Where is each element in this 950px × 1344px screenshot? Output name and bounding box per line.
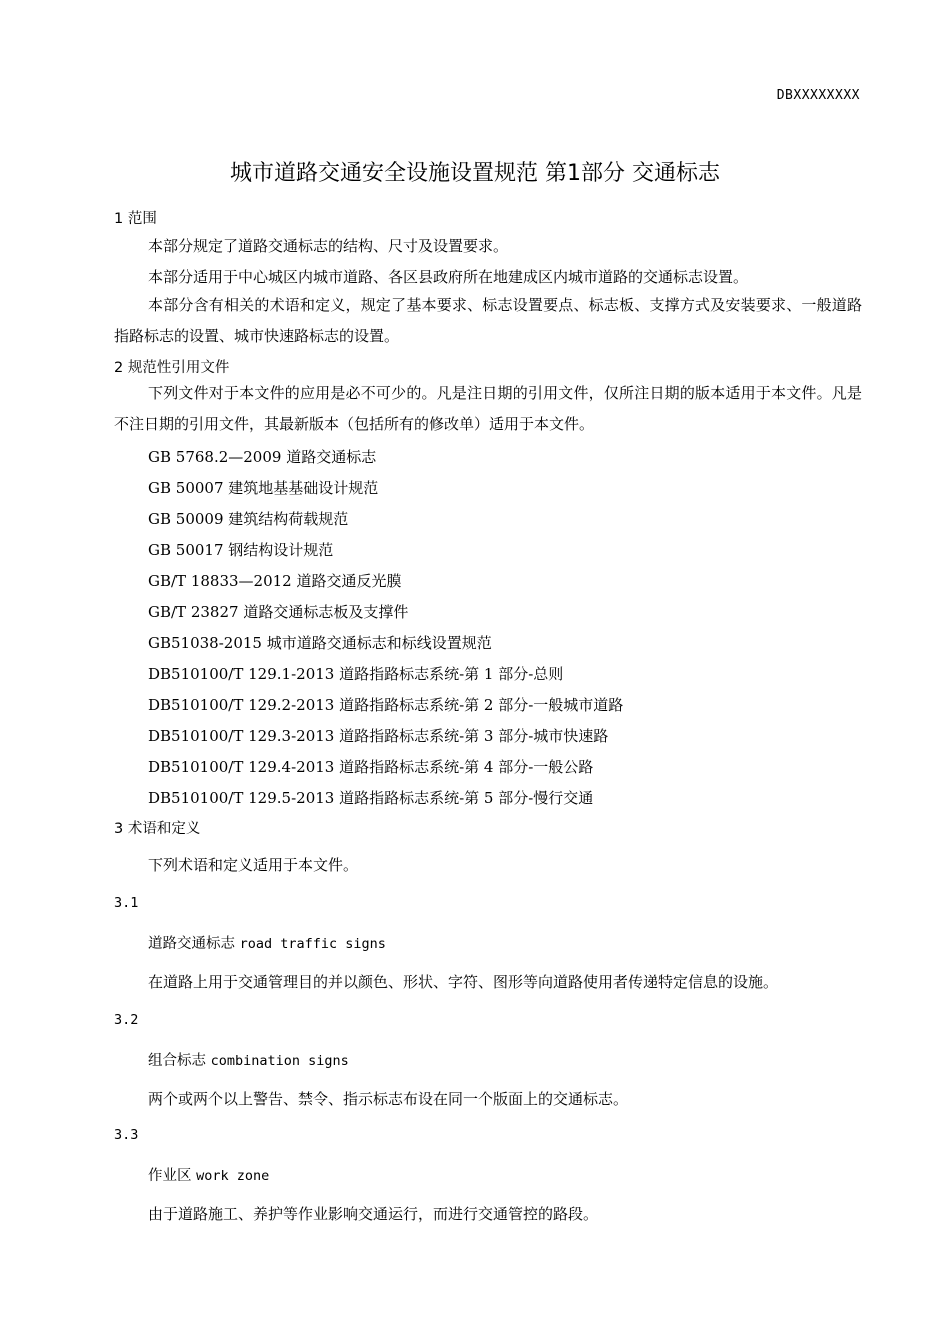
term-english: work zone [196,1168,270,1184]
reference-item: GB51038-2015 城市道路交通标志和标线设置规范 [148,634,492,652]
section-1-paragraph-1: 本部分规定了道路交通标志的结构、尺寸及设置要求。 [148,237,509,255]
term-chinese: 作业区 [148,1168,192,1184]
reference-item: GB 50009 建筑结构荷载规范 [148,510,349,528]
section-2-intro: 下列文件对于本文件的应用是必不可少的。凡是注日期的引用文件，仅所注日期的版本适用于本文件。凡是不注日期的引用文件，其最新版本（包括所有的修改单）适用于本文件。 [114,384,862,433]
term-chinese: 道路交通标志 [148,936,235,952]
term-definition: 由于道路施工、养护等作业影响交通运行，而进行交通管控的路段。 [148,1205,599,1223]
term-title [148,1049,349,1070]
document-title: 城市道路交通安全设施设置规范 第1部分 交通标志 [230,161,720,186]
document-code: DBXXXXXXXX [776,88,860,103]
term-title [148,932,386,953]
term-english: road traffic signs [239,936,386,952]
reference-item: DB510100/T 129.5-2013 道路指路标志系统-第 5 部分-慢行交通 [148,789,594,807]
term-number: 3.3 [114,1127,139,1143]
reference-item: DB510100/T 129.4-2013 道路指路标志系统-第 4 部分-一般公路 [148,758,594,776]
reference-item: GB 50017 钢结构设计规范 [148,541,334,559]
reference-item: DB510100/T 129.3-2013 道路指路标志系统-第 3 部分-城市快速路 [148,727,609,745]
reference-item: GB/T 23827 道路交通标志板及支撑件 [148,603,409,621]
section-2-heading: 2 规范性引用文件 [114,360,230,376]
term-number: 3.1 [114,895,139,911]
section-1-paragraph-2: 本部分适用于中心城区内城市道路、各区县政府所在地建成区内城市道路的交通标志设置。 [148,268,749,286]
term-english: combination signs [210,1053,349,1069]
term-number: 3.2 [114,1012,139,1028]
term-chinese: 组合标志 [148,1053,206,1069]
reference-item: DB510100/T 129.1-2013 道路指路标志系统-第 1 部分-总则 [148,665,564,683]
term-definition: 两个或两个以上警告、禁令、指示标志布设在同一个版面上的交通标志。 [148,1090,629,1108]
section-3-intro: 下列术语和定义适用于本文件。 [148,856,359,874]
section-1-heading: 1 范围 [114,211,157,227]
term-title [148,1164,269,1185]
section-1-paragraph-3: 本部分含有相关的术语和定义，规定了基本要求、标志设置要点、标志板、支撑方式及安装要求、一般道路指路标志的设置、城市快速路标志的设置。 [114,296,862,345]
reference-item: DB510100/T 129.2-2013 道路指路标志系统-第 2 部分-一般城市道路 [148,696,624,714]
reference-item: GB 50007 建筑地基基础设计规范 [148,479,379,497]
term-definition: 在道路上用于交通管理目的并以颜色、形状、字符、图形等向道路使用者传递特定信息的设施。 [148,973,779,991]
reference-item: GB 5768.2—2009 道路交通标志 [148,448,377,466]
section-3-heading: 3 术语和定义 [114,821,201,837]
reference-item: GB/T 18833—2012 道路交通反光膜 [148,572,402,590]
